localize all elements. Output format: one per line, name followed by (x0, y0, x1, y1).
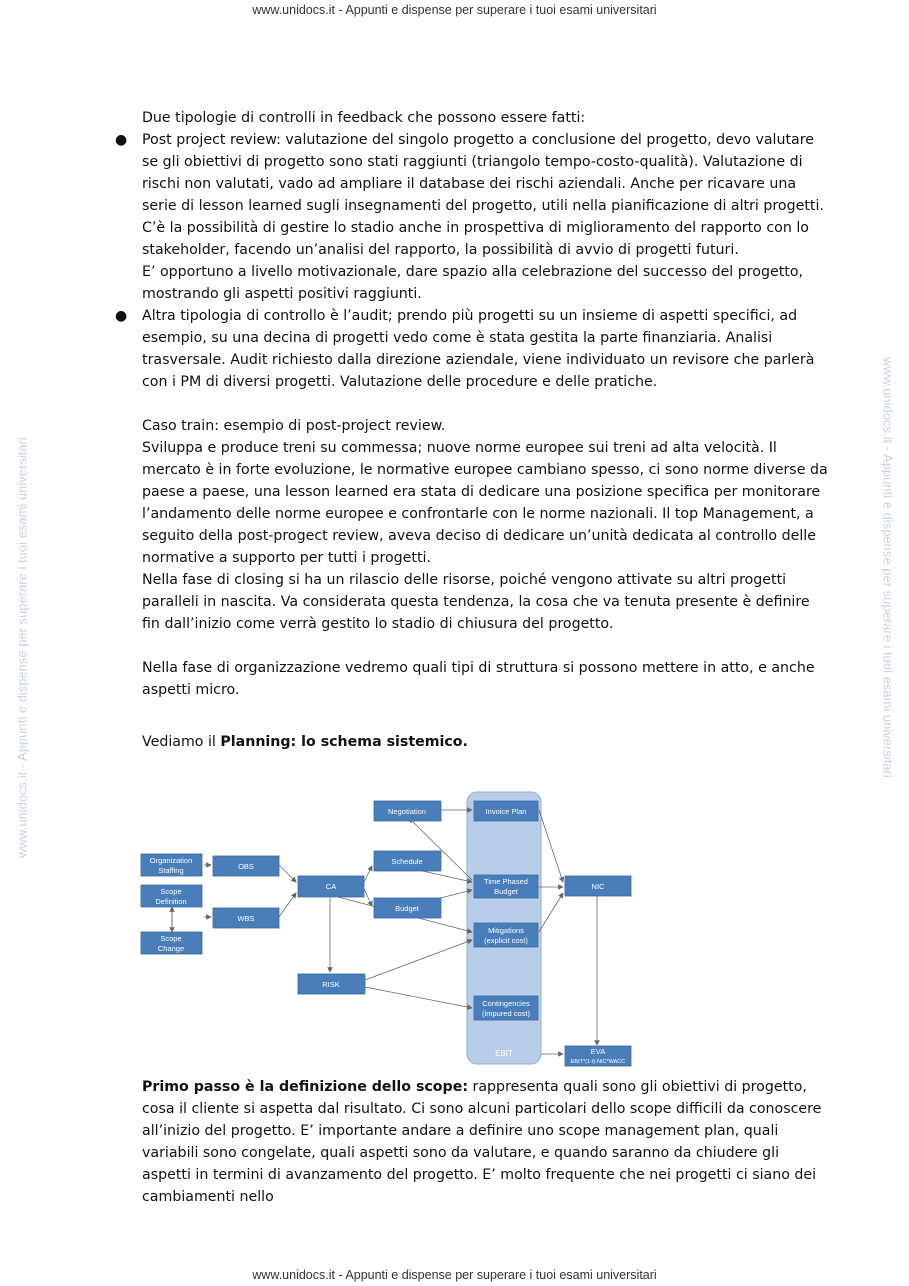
contingencies-label-2: (impured cost) (482, 1009, 530, 1018)
side-watermark-right: www.unidocs.it - Appunti e dispense per superare i tuoi esami universitari (880, 357, 896, 778)
post-project-review-extra: E’ opportuno a livello motivazionale, dare spazio alla celebrazione del successo del progetto, mostrando gli aspetti positivi raggiunti. (142, 264, 804, 302)
scope-change-label-2: Change (157, 944, 185, 953)
wbs-label: WBS (237, 914, 255, 923)
planning-heading (142, 731, 468, 753)
bullet-icon: ● (115, 308, 128, 324)
scope-def-label-2: Definition (155, 897, 187, 906)
scope-section (142, 1076, 832, 1208)
scope-paragraph (142, 1076, 832, 1208)
invoice-label: Invoice Plan (485, 807, 527, 816)
risk-label: RISK (322, 980, 340, 989)
ebit-label: EBIT (495, 1049, 513, 1058)
footer-banner: www.unidocs.it - Appunti e dispense per superare i tuoi esami universitari (252, 1268, 657, 1282)
tpb-label-1: Time Phased (484, 877, 528, 886)
audit-text: Altra tipologia di controllo è l’audit; prendo più progetti su un insieme di aspetti specifici, ad esempio, su una decina di progetti vedo come è stata gestita la parte finanziaria. Analisi trasversale. Audit richiesto dalla direzione aziendale, viene individuato un revisore che parlerà con i PM di diversi progetti. Valutazione delle procedure e delle pratiche. (142, 308, 815, 390)
post-project-review-text: Post project review: valutazione del singolo progetto a conclusione del progetto, devo valutare se gli obiettivi di progetto sono stati raggiunti (triangolo tempo-costo-qualità). Valutazione di rischi non valutati, vado ad ampliare il database dei rischi aziendali. Anche per ricavare una serie di lesson learned sugli insegnamenti del progetto, utili nella pianificazione di altri progetti. C’è la possibilità di gestire lo stadio anche in prospettiva di miglioramento del rapporto con lo stakeholder, facendo un’analisi del rapporto, la possibilità di avvio di progetti futuri. (142, 132, 824, 258)
org-label-1: Organization (149, 856, 193, 865)
case-body: Sviluppa e produce treni su commessa; nuove norme europee sui treni ad alta velocità. Il mercato è in forte evoluzione, le normative europee cambiano spesso, ci sono norme diverse da paese a paese, una lesson learned era stata di dedicare una posizione specifica per monitorare l’andamento delle norme europee e confrontarle con le norme nazionali. Il top Management, a seguito della post-progect review, aveva deciso di dedicare un’unità dedicata al controllo delle normative a supporto per tutti i progetti. (142, 440, 828, 566)
schedule-label: Schedule (391, 857, 423, 866)
scope-change-label-1: Scope (160, 934, 182, 943)
header-banner: www.unidocs.it - Appunti e dispense per superare i tuoi esami universitari (252, 3, 657, 17)
tpb-label-2: Budget (494, 887, 518, 896)
ca-label: CA (325, 882, 337, 891)
negotiation-label: Negotiation (388, 807, 426, 816)
planning-bold: Planning: lo schema sistemico. (220, 734, 468, 750)
scope-def-label-1: Scope (160, 887, 182, 896)
list-item (115, 305, 832, 393)
scope-text: rappresenta quali sono gli obiettivi di progetto, cosa il cliente si aspetta dal risultato. Ci sono alcuni particolari dello scope difficili da conoscere all’inizio del progetto. E’ importante andare a definire uno scope management plan, quali variabili sono congelate, quali aspetti sono da valutare, e quando saranno da chiudere gli aspetti in termini di avanzamento del progetto. E’ molto frequente che nei progetti ci siano dei cambiamenti nello (142, 1079, 822, 1205)
eva-label: EVA (590, 1047, 606, 1056)
eva-formula: EBIT*(1-t)-NIC*WACC (570, 1059, 626, 1065)
budget-label: Budget (395, 904, 419, 913)
planning-prefix: Vediamo il (142, 734, 221, 750)
list-item (115, 129, 832, 305)
mitigations-label-2: (explicit cost) (484, 936, 528, 945)
scope-bold: Primo passo è la definizione dello scope: (142, 1079, 469, 1095)
closing-paragraph: Nella fase di closing si ha un rilascio delle risorse, poiché vengono attivate su altri progetti paralleli in nascita. Va considerata questa tendenza, la cosa che va tenuta presente è definire fin dall’inizio come verrà gestito lo stadio di chiusura del progetto. (142, 572, 810, 632)
org-label-2: Staffing (158, 866, 184, 875)
controls-list (115, 129, 832, 393)
case-title: Caso train: esempio di post-project review. (142, 418, 446, 434)
side-watermark-left: www.unidocs.it - Appunti e dispense per superare i tuoi esami universitari (14, 437, 30, 858)
intro-paragraph: Due tipologie di controlli in feedback che possono essere fatti: (142, 110, 586, 126)
obs-label: OBS (238, 862, 254, 871)
document-body (115, 107, 832, 701)
mitigations-label-1: Mitigations (488, 926, 524, 935)
nic-label: NIC (591, 882, 605, 891)
bullet-icon: ● (115, 132, 128, 148)
planning-diagram (138, 790, 638, 1070)
contingencies-label-1: Contingencies (482, 999, 530, 1008)
organizzazione-paragraph: Nella fase di organizzazione vedremo quali tipi di struttura si possono mettere in atto, e anche aspetti micro. (142, 660, 815, 698)
